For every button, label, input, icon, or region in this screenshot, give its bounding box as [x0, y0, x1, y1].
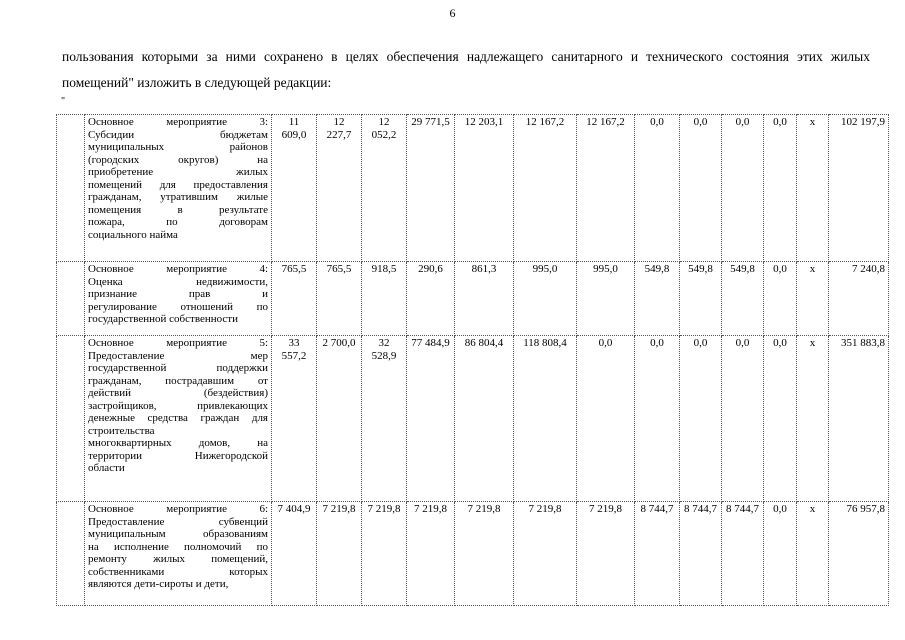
description-line: Основное мероприятие 5: — [88, 337, 268, 349]
year-value-cell: 12 167,2 — [514, 115, 577, 262]
year-value-cell: 12 227,7 — [317, 115, 362, 262]
year-value-cell: 0,0 — [680, 336, 722, 502]
year-value-cell: 7 219,8 — [455, 502, 514, 606]
description-line: (городских округов) на — [88, 153, 268, 166]
year-value-cell: 86 804,4 — [455, 336, 514, 502]
year-value-cell: 765,5 — [317, 262, 362, 336]
total-cell: 102 197,9 — [829, 115, 889, 262]
year-value-cell: 8 744,7 — [722, 502, 764, 606]
description-line: Оценка недвижимости, — [88, 275, 268, 288]
total-cell: 351 883,8 — [829, 336, 889, 502]
year-value-cell: 0,0 — [764, 502, 797, 606]
description-line: Субсидии бюджетам — [88, 128, 268, 141]
year-value-cell: 0,0 — [722, 336, 764, 502]
year-value-cell: 290,6 — [407, 262, 455, 336]
year-value-cell: 8 744,7 — [680, 502, 722, 606]
row-index-cell — [57, 336, 85, 502]
description-line: гражданам, пострадавшим от — [88, 374, 268, 387]
total-cell: 7 240,8 — [829, 262, 889, 336]
description-line: денежные средства граждан для — [88, 412, 268, 424]
table-row — [57, 115, 889, 262]
year-value-cell: 12 203,1 — [455, 115, 514, 262]
description-line: собственниками которых — [88, 565, 268, 578]
description-line: являются дети-сироты и дети, — [88, 578, 229, 590]
year-value-cell: 29 771,5 — [407, 115, 455, 262]
year-value-cell: 0,0 — [635, 115, 680, 262]
description-line: Предоставление мер — [88, 349, 268, 362]
year-value-cell: 7 219,8 — [514, 502, 577, 606]
year-value-cell: 918,5 — [362, 262, 407, 336]
quote-mark: " — [61, 96, 66, 107]
description-line: социального найма — [88, 228, 178, 241]
year-value-cell: 549,8 — [680, 262, 722, 336]
description-line: Предоставление субвенций — [88, 515, 268, 528]
description-line: строительства — [88, 424, 155, 437]
year-value-cell: 0,0 — [764, 336, 797, 502]
description-line: Основное мероприятие 3: — [88, 116, 268, 128]
description-line: муниципальных районов — [88, 141, 268, 153]
mark-cell: х — [797, 262, 829, 336]
year-value-cell: 0,0 — [577, 336, 635, 502]
description-line: государственной собственности — [88, 313, 238, 325]
year-value-cell: 0,0 — [635, 336, 680, 502]
year-value-cell: 77 484,9 — [407, 336, 455, 502]
year-value-cell: 861,3 — [455, 262, 514, 336]
program-table — [56, 114, 889, 606]
description-line: признание прав и — [88, 288, 268, 300]
year-value-cell: 33 557,2 — [272, 336, 317, 502]
description-line: пожара, по договорам — [88, 216, 268, 228]
total-cell: 76 957,8 — [829, 502, 889, 606]
year-value-cell: 0,0 — [722, 115, 764, 262]
year-value-cell: 2 700,0 — [317, 336, 362, 502]
year-value-cell: 7 219,8 — [317, 502, 362, 606]
year-value-cell: 0,0 — [764, 262, 797, 336]
year-value-cell: 995,0 — [514, 262, 577, 336]
row-index-cell — [57, 115, 85, 262]
description-line: многоквартирных домов, на — [88, 437, 268, 449]
year-value-cell: 7 219,8 — [577, 502, 635, 606]
description-line: Основное мероприятие 4: — [88, 263, 268, 275]
year-value-cell: 118 808,4 — [514, 336, 577, 502]
activity-description — [85, 336, 272, 502]
row-index-cell — [57, 262, 85, 336]
year-value-cell: 549,8 — [635, 262, 680, 336]
year-value-cell: 549,8 — [722, 262, 764, 336]
row-index-cell — [57, 502, 85, 606]
year-value-cell: 11 609,0 — [272, 115, 317, 262]
year-value-cell: 7 219,8 — [407, 502, 455, 606]
description-line: гражданам, утратившим жилые — [88, 191, 268, 203]
intro-paragraph: пользования которыми за ними сохранено в целях обеспечения надлежащего санитарного и технического состояния этих жилых помещений" изложить в следующей редакции: — [62, 49, 870, 90]
year-value-cell: 12 052,2 — [362, 115, 407, 262]
activity-description — [85, 115, 272, 262]
activity-description — [85, 502, 272, 606]
year-value-cell: 7 404,9 — [272, 502, 317, 606]
description-line: застройщиков, привлекающих — [88, 399, 268, 412]
description-line: государственной поддержки — [88, 362, 268, 374]
year-value-cell: 8 744,7 — [635, 502, 680, 606]
year-value-cell: 0,0 — [764, 115, 797, 262]
year-value-cell: 0,0 — [680, 115, 722, 262]
description-line: муниципальным образованиям — [88, 528, 268, 540]
mark-cell: х — [797, 336, 829, 502]
mark-cell: х — [797, 115, 829, 262]
description-line: регулирование отношений по — [88, 300, 268, 313]
page-number: 6 — [449, 6, 456, 20]
description-line: помещения в результате — [88, 203, 268, 216]
year-value-cell: 12 167,2 — [577, 115, 635, 262]
year-value-cell: 32 528,9 — [362, 336, 407, 502]
description-line: на исполнение полномочий по — [88, 540, 268, 553]
table-row — [57, 502, 889, 606]
year-value-cell: 765,5 — [272, 262, 317, 336]
table-row — [57, 262, 889, 336]
description-line: Основное мероприятие 6: — [88, 503, 268, 515]
description-line: ремонту жилых помещений, — [88, 553, 268, 565]
table-row — [57, 336, 889, 502]
description-line: территории Нижегородской — [88, 449, 268, 462]
description-line: помещений для предоставления — [88, 178, 268, 191]
year-value-cell: 7 219,8 — [362, 502, 407, 606]
description-line: действий (бездействия) — [88, 387, 268, 399]
activity-description — [85, 262, 272, 336]
mark-cell: х — [797, 502, 829, 606]
description-line: приобретение жилых — [88, 166, 268, 178]
description-line: области — [88, 462, 125, 474]
year-value-cell: 995,0 — [577, 262, 635, 336]
